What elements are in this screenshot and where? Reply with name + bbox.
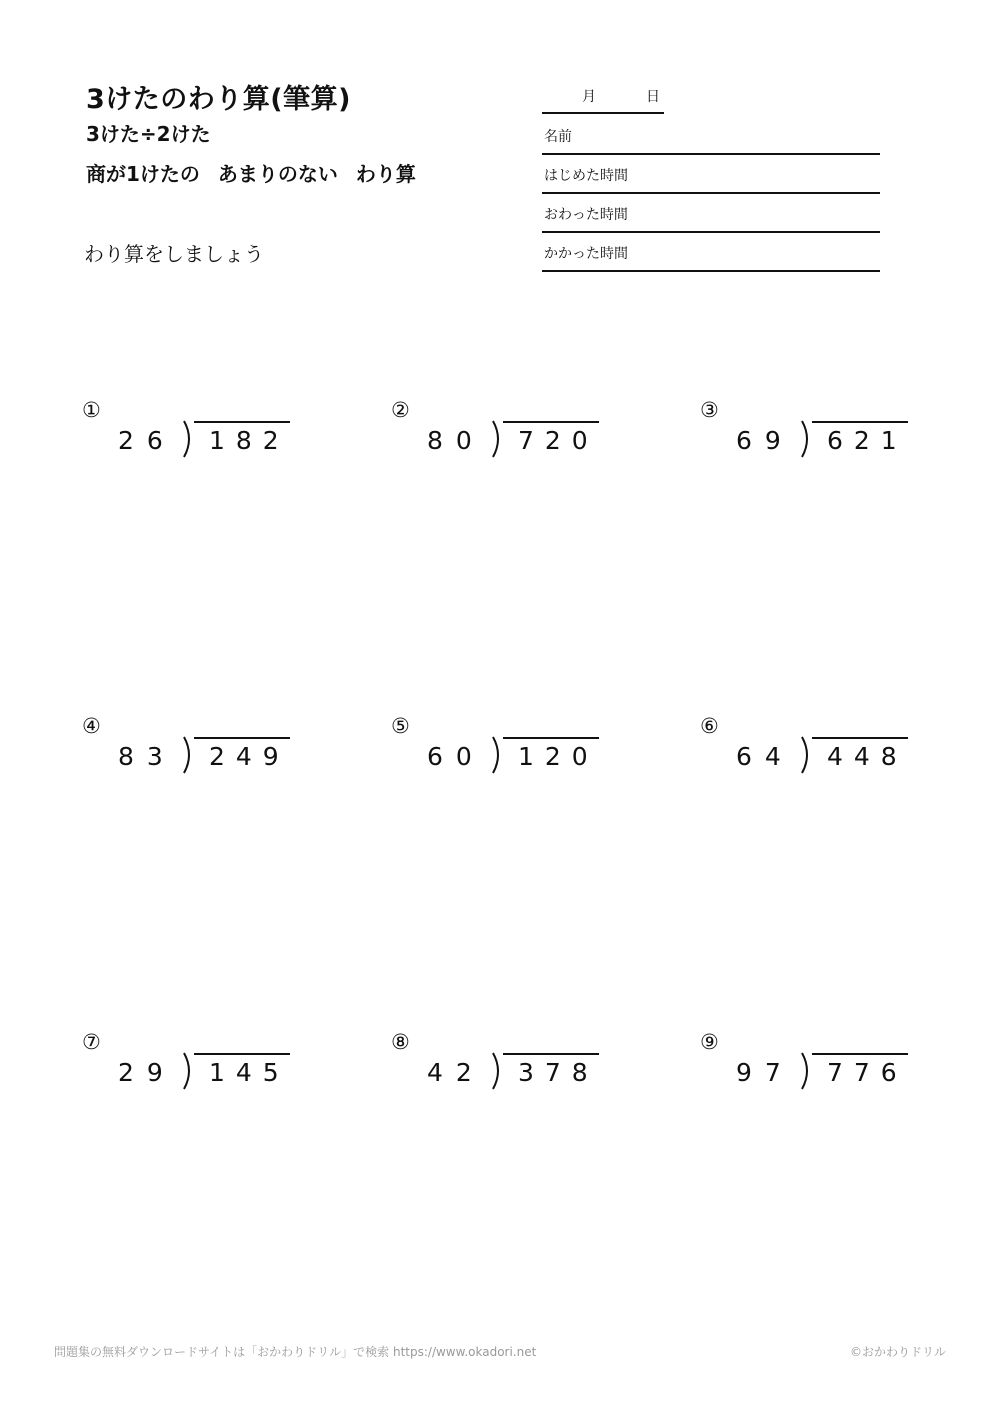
division-bar xyxy=(503,421,599,423)
divisor: 69 xyxy=(736,426,794,455)
divisor: 26 xyxy=(118,426,176,455)
division-problem xyxy=(391,398,621,478)
division-bracket xyxy=(800,1052,812,1090)
division-bracket xyxy=(491,420,503,458)
problem-number: ⑤ xyxy=(391,714,410,738)
divisor: 80 xyxy=(427,426,485,455)
description-part: わり算 xyxy=(355,162,416,186)
problem-number: ⑥ xyxy=(700,714,719,738)
division-problem xyxy=(82,1030,312,1110)
footer-download-text: 問題集の無料ダウンロードサイトは「おかわりドリル」で検索 https://www.okadori.net xyxy=(54,1345,537,1359)
worksheet-title: 3けたのわり算(筆算) xyxy=(86,84,351,115)
dividend: 120 xyxy=(518,742,599,771)
division-problem xyxy=(391,714,621,794)
division-problem xyxy=(700,1030,930,1110)
dividend: 378 xyxy=(518,1058,599,1087)
footer-copyright: ©おかわりドリル xyxy=(850,1345,947,1359)
division-problem xyxy=(700,398,930,478)
division-bracket xyxy=(491,736,503,774)
divisor: 64 xyxy=(736,742,794,771)
division-bracket xyxy=(800,420,812,458)
divisor: 42 xyxy=(427,1058,485,1087)
elapsed-time-field[interactable] xyxy=(542,233,880,272)
dividend: 145 xyxy=(209,1058,290,1087)
division-bar xyxy=(812,421,908,423)
dividend: 182 xyxy=(209,426,290,455)
month-label: 月 xyxy=(582,89,596,105)
elapsed-time-label: かかった時間 xyxy=(544,246,628,262)
division-problem xyxy=(82,398,312,478)
instruction-text: わり算をしましょう xyxy=(84,242,264,266)
name-field[interactable] xyxy=(542,116,880,155)
division-bar xyxy=(503,1053,599,1055)
end-time-field[interactable] xyxy=(542,194,880,233)
division-bar xyxy=(194,737,290,739)
problem-number: ⑧ xyxy=(391,1030,410,1054)
dividend: 720 xyxy=(518,426,599,455)
division-bar xyxy=(503,737,599,739)
divisor: 60 xyxy=(427,742,485,771)
problem-number: ① xyxy=(82,398,101,422)
end-time-label: おわった時間 xyxy=(544,207,628,223)
division-problem xyxy=(82,714,312,794)
division-bracket xyxy=(800,736,812,774)
date-field[interactable] xyxy=(542,84,664,114)
start-time-label: はじめた時間 xyxy=(544,168,628,184)
worksheet-description xyxy=(86,158,434,187)
divisor: 83 xyxy=(118,742,176,771)
start-time-field[interactable] xyxy=(542,155,880,194)
problem-number: ⑦ xyxy=(82,1030,101,1054)
dividend: 249 xyxy=(209,742,290,771)
divisor: 97 xyxy=(736,1058,794,1087)
division-problem xyxy=(391,1030,621,1110)
description-part: あまりのない xyxy=(217,162,338,186)
division-bar xyxy=(194,1053,290,1055)
division-bracket xyxy=(491,1052,503,1090)
division-bar xyxy=(812,737,908,739)
division-bar xyxy=(194,421,290,423)
problem-number: ④ xyxy=(82,714,101,738)
division-bracket xyxy=(182,420,194,458)
division-bar xyxy=(812,1053,908,1055)
division-bracket xyxy=(182,736,194,774)
worksheet-subtitle: 3けた÷2けた xyxy=(86,122,211,146)
dividend: 448 xyxy=(827,742,908,771)
dividend: 621 xyxy=(827,426,908,455)
description-part: 商が1けたの xyxy=(86,162,200,186)
problem-number: ② xyxy=(391,398,410,422)
problem-number: ⑨ xyxy=(700,1030,719,1054)
day-label: 日 xyxy=(646,89,660,105)
division-bracket xyxy=(182,1052,194,1090)
dividend: 776 xyxy=(827,1058,908,1087)
problem-number: ③ xyxy=(700,398,719,422)
divisor: 29 xyxy=(118,1058,176,1087)
name-label: 名前 xyxy=(544,129,572,145)
division-problem xyxy=(700,714,930,794)
